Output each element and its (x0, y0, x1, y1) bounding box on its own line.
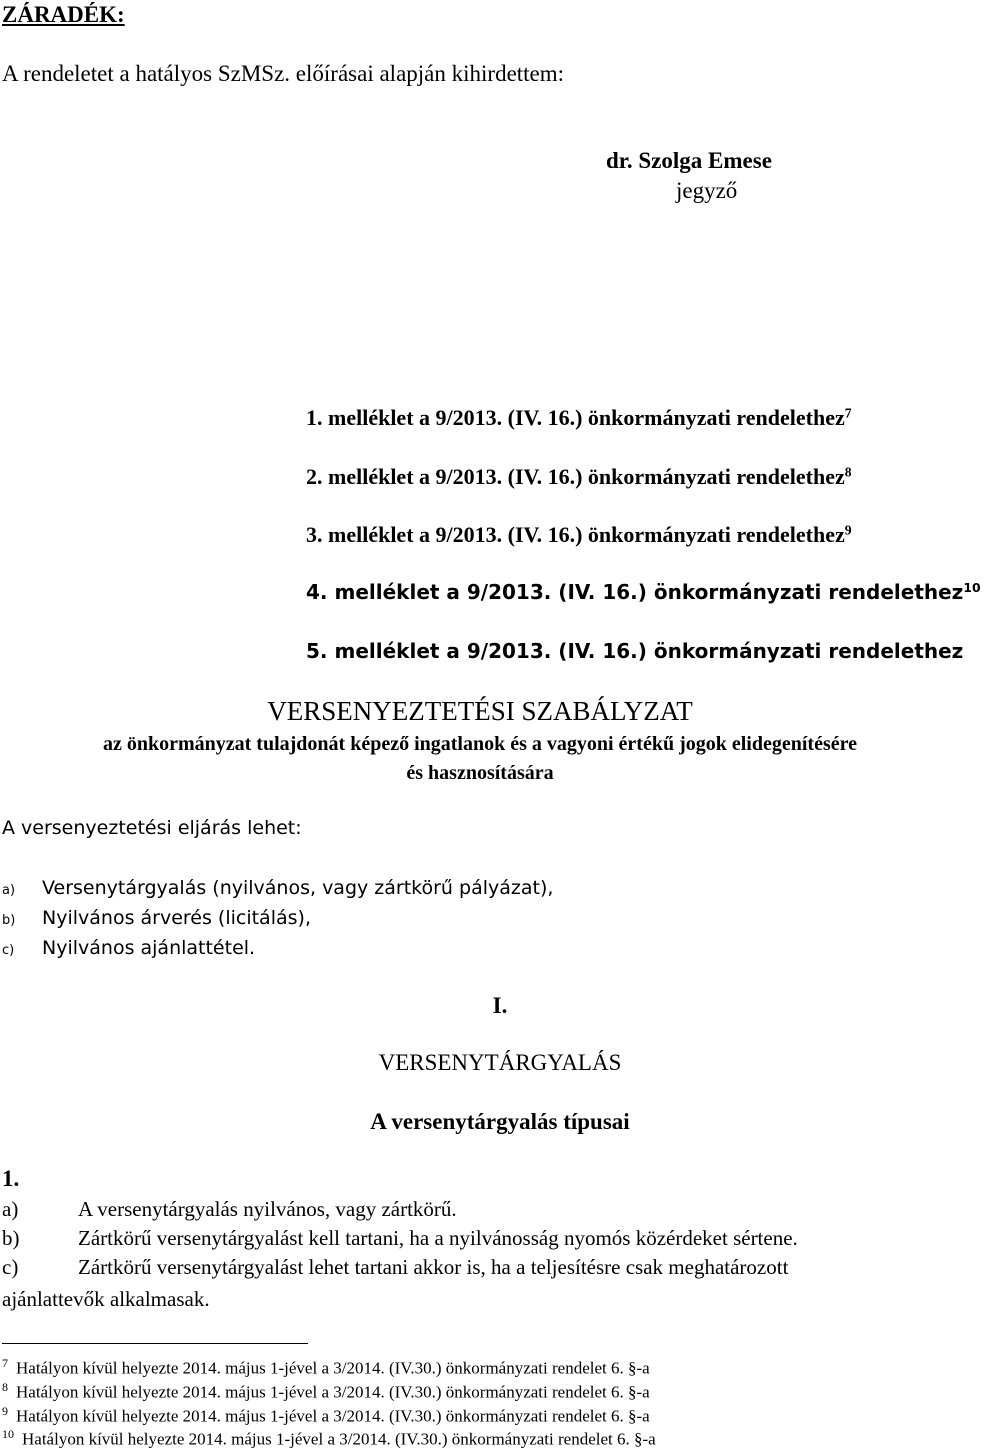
option-marker: c) (2, 943, 15, 958)
footnote-text: Hatályon kívül helyezte 2014. május 1-jével a 3/2014. (IV.30.) önkormányzati rendelet 6. §-a (16, 1406, 650, 1426)
item-marker: b) (2, 1226, 20, 1250)
item-text: Zártkörű versenytárgyalást kell tartani, ha a nyilvánosság nyomós közérdeket sértene. (78, 1226, 798, 1250)
paragraph-item-c-continuation: ajánlattevők alkalmasak. (2, 1287, 210, 1311)
item-marker: a) (2, 1197, 19, 1221)
option-text: Versenytárgyalás (nyilvános, vagy zártkörű pályázat), (42, 877, 554, 899)
annex-text: 5. melléklet a 9/2013. (IV. 16.) önkormányzati rendelethez (306, 639, 964, 663)
annex-2 (306, 464, 852, 489)
section-number: I. (492, 993, 508, 1018)
footnote-8 (2, 1381, 650, 1402)
annex-text: 2. melléklet a 9/2013. (IV. 16.) önkormányzati rendelethez (306, 464, 845, 489)
footnote-ref: 10 (963, 580, 981, 596)
procedure-option-b (2, 908, 311, 930)
procedure-option-c (2, 938, 255, 960)
rules-subtitle-line1: az önkormányzat tulajdonát képező ingatlanok és a vagyoni értékű jogok elidegenítésére (102, 733, 858, 755)
section-title: VERSENYTÁRGYALÁS (378, 1050, 622, 1075)
paragraph-item-c (2, 1255, 788, 1279)
item-text: A versenytárgyalás nyilvános, vagy zártkörű. (78, 1197, 457, 1221)
footnote-ref: 9 (844, 522, 852, 538)
option-marker: b) (2, 913, 16, 928)
rules-subtitle-line2: és hasznosítására (406, 762, 554, 784)
annex-4 (306, 581, 981, 604)
footnote-text: Hatályon kívül helyezte 2014. május 1-jével a 3/2014. (IV.30.) önkormányzati rendelet 6. §-a (16, 1358, 650, 1378)
annex-text: 1. melléklet a 9/2013. (IV. 16.) önkormányzati rendelethez (306, 405, 845, 430)
footnote-separator (2, 1343, 308, 1344)
footnote-text: Hatályon kívül helyezte 2014. május 1-jével a 3/2014. (IV.30.) önkormányzati rendelet 6. §-a (16, 1382, 650, 1402)
annex-3 (306, 522, 852, 547)
item-marker: c) (2, 1255, 19, 1279)
option-text: Nyilvános árverés (licitálás), (42, 907, 311, 929)
footnote-10 (2, 1428, 656, 1449)
rules-title: VERSENYEZTETÉSI SZABÁLYZAT (267, 696, 693, 726)
option-text: Nyilvános ajánlattétel. (42, 937, 256, 959)
paragraph-item-a (2, 1197, 457, 1221)
paragraph-number: 1. (2, 1166, 20, 1191)
paragraph-item-b (2, 1226, 798, 1250)
footnote-ref: 7 (844, 405, 852, 421)
footnote-number: 9 (2, 1404, 8, 1418)
section-subtitle: A versenytárgyalás típusai (370, 1109, 630, 1134)
footnote-number: 7 (2, 1356, 8, 1370)
footnote-9 (2, 1405, 650, 1426)
item-text: Zártkörű versenytárgyalást lehet tartani akkor is, ha a teljesítésre csak meghatározott (78, 1255, 789, 1279)
option-marker: a) (2, 883, 16, 898)
annex-5 (306, 640, 963, 663)
footnote-number: 10 (2, 1427, 14, 1441)
signer-name: dr. Szolga Emese (606, 148, 772, 173)
zaradek-text: A rendeletet a hatályos SzMSz. előírásai alapján kihirdettem: (2, 61, 565, 86)
footnote-text: Hatályon kívül helyezte 2014. május 1-jével a 3/2014. (IV.30.) önkormányzati rendelet 6. §-a (22, 1429, 656, 1449)
footnote-number: 8 (2, 1380, 8, 1394)
footnote-ref: 8 (844, 464, 852, 480)
procedure-intro: A versenyeztetési eljárás lehet: (2, 817, 302, 839)
zaradek-heading: ZÁRADÉK: (2, 2, 125, 27)
footnote-7 (2, 1357, 650, 1378)
annex-text: 3. melléklet a 9/2013. (IV. 16.) önkormányzati rendelethez (306, 522, 845, 547)
procedure-option-a (2, 878, 553, 900)
signer-title: jegyző (676, 178, 738, 203)
annex-1 (306, 405, 852, 430)
annex-text: 4. melléklet a 9/2013. (IV. 16.) önkormányzati rendelethez (306, 580, 964, 604)
